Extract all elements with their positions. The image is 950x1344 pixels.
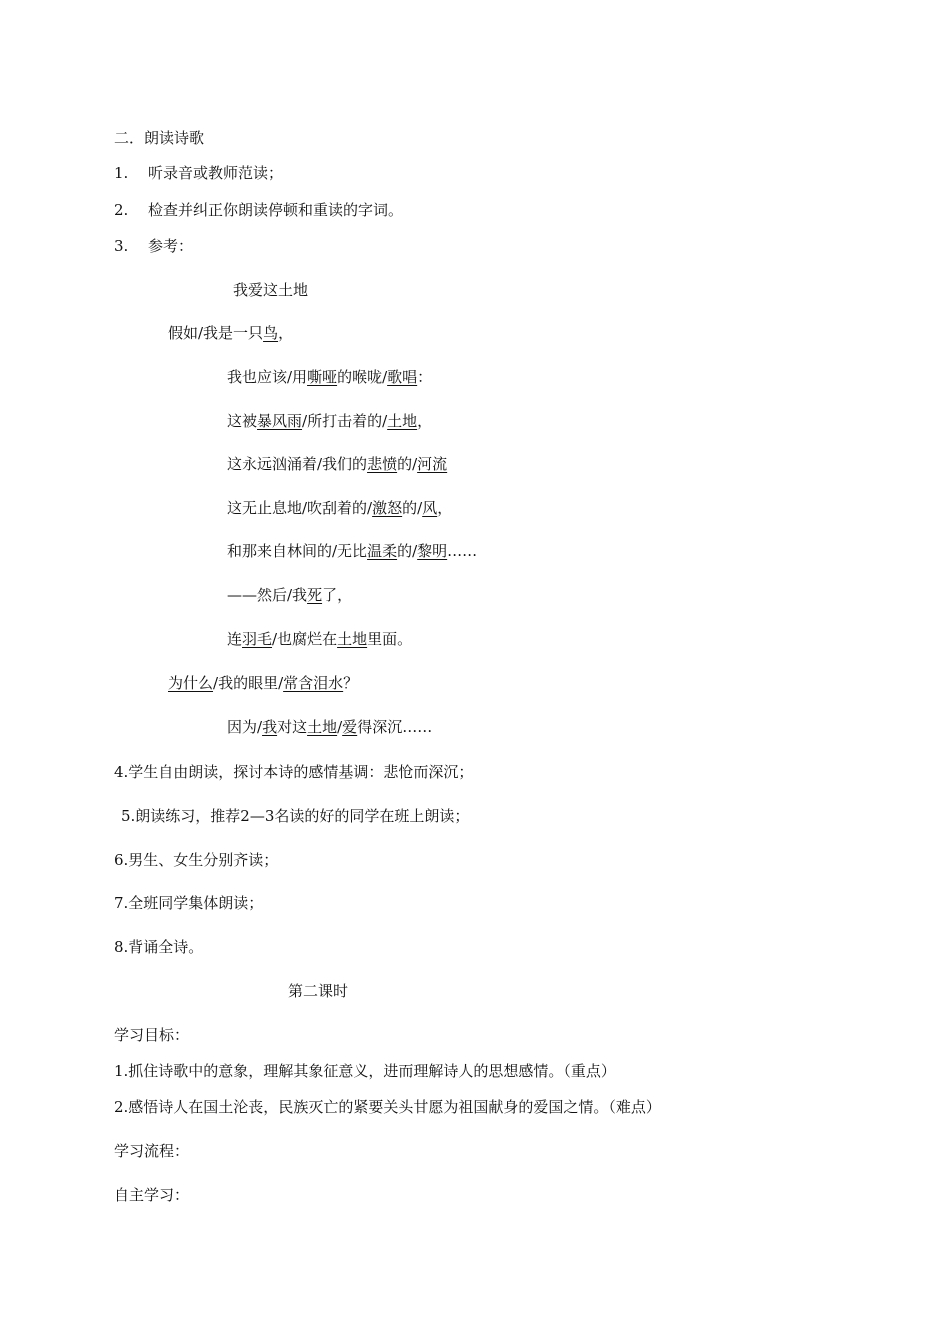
process-label: 学习流程：: [114, 1142, 190, 1160]
stressed-word: 激怒: [372, 499, 403, 517]
step-number: 3.: [114, 237, 129, 255]
stressed-word: 悲愤: [367, 455, 398, 473]
stressed-word: 土地: [387, 412, 418, 430]
objective-2: 2.感悟诗人在国土沦丧，民族灭亡的紧要关头甘愿为祖国献身的爱国之情。（难点）: [114, 1098, 661, 1116]
stressed-word: 土地: [307, 718, 338, 736]
poem-line-2: 我也应该/用嘶哑的喉咙/歌唱：: [227, 368, 433, 386]
stressed-word: 死: [307, 586, 323, 604]
stressed-word: 土地: [337, 630, 368, 648]
poem-line-3: 这被暴风雨/所打击着的/土地，: [227, 412, 433, 430]
step-text: 听录音或教师范读；: [148, 164, 284, 182]
item-5: 5.朗读练习，推荐2—3名读的好的同学在班上朗读；: [121, 807, 470, 825]
item-8: 8.背诵全诗。: [114, 938, 204, 956]
step-1: [114, 163, 283, 183]
poem-line-9: 为什么/我的眼里/常含泪水？: [168, 674, 359, 692]
item-6: 6.男生、女生分别齐读；: [114, 851, 279, 869]
stressed-word: 风: [422, 499, 438, 517]
poem-line-1: 假如/我是一只鸟，: [168, 324, 294, 342]
stressed-word: 河流: [417, 455, 448, 473]
step-text: 参考：: [148, 237, 194, 255]
poem-line-5: 这无止息地/吹刮着的/激怒的/风，: [227, 499, 453, 517]
poem-line-6: 和那来自林间的/无比温柔的/黎明……: [227, 542, 478, 560]
lesson-title: 第二课时: [288, 982, 349, 1000]
stressed-word: 为什么: [168, 674, 214, 692]
stressed-word: 常含泪水: [283, 674, 344, 692]
poem-line-7: ——然后/我死了，: [227, 586, 353, 604]
stressed-word: 羽毛: [242, 630, 273, 648]
item-7: 7.全班同学集体朗读；: [114, 894, 264, 912]
objective-1: 1.抓住诗歌中的意象，理解其象征意义，进而理解诗人的思想感情。（重点）: [114, 1062, 616, 1080]
stressed-word: 黎明: [417, 542, 448, 560]
poem-line-4: 这永远汹涌着/我们的悲愤的/河流: [227, 455, 448, 473]
stressed-word: 嘶哑: [307, 368, 338, 386]
step-text: 检查并纠正你朗读停顿和重读的字词。: [148, 201, 404, 219]
section-heading: 二．朗读诗歌: [114, 129, 205, 147]
stressed-word: 暴风雨: [257, 412, 303, 430]
stressed-word: 爱: [342, 718, 358, 736]
poem-line-10: 因为/我对这土地/爱得深沉……: [227, 718, 433, 736]
stressed-word: 鸟: [263, 324, 279, 342]
item-4: 4.学生自由朗读，探讨本诗的感情基调：悲怆而深沉；: [114, 763, 474, 781]
step-3: [114, 236, 193, 256]
stressed-word: 歌唱: [387, 368, 418, 386]
poem-line-8: 连羽毛/也腐烂在土地里面。: [227, 630, 413, 648]
stressed-word: 温柔: [367, 542, 398, 560]
step-2: [114, 200, 403, 220]
self-study-label: 自主学习：: [114, 1186, 190, 1204]
step-number: 2.: [114, 201, 129, 219]
stressed-word: 我: [262, 718, 278, 736]
step-number: 1.: [114, 164, 129, 182]
objectives-label: 学习目标：: [114, 1026, 190, 1044]
poem-title: 我爱这土地: [233, 281, 309, 299]
